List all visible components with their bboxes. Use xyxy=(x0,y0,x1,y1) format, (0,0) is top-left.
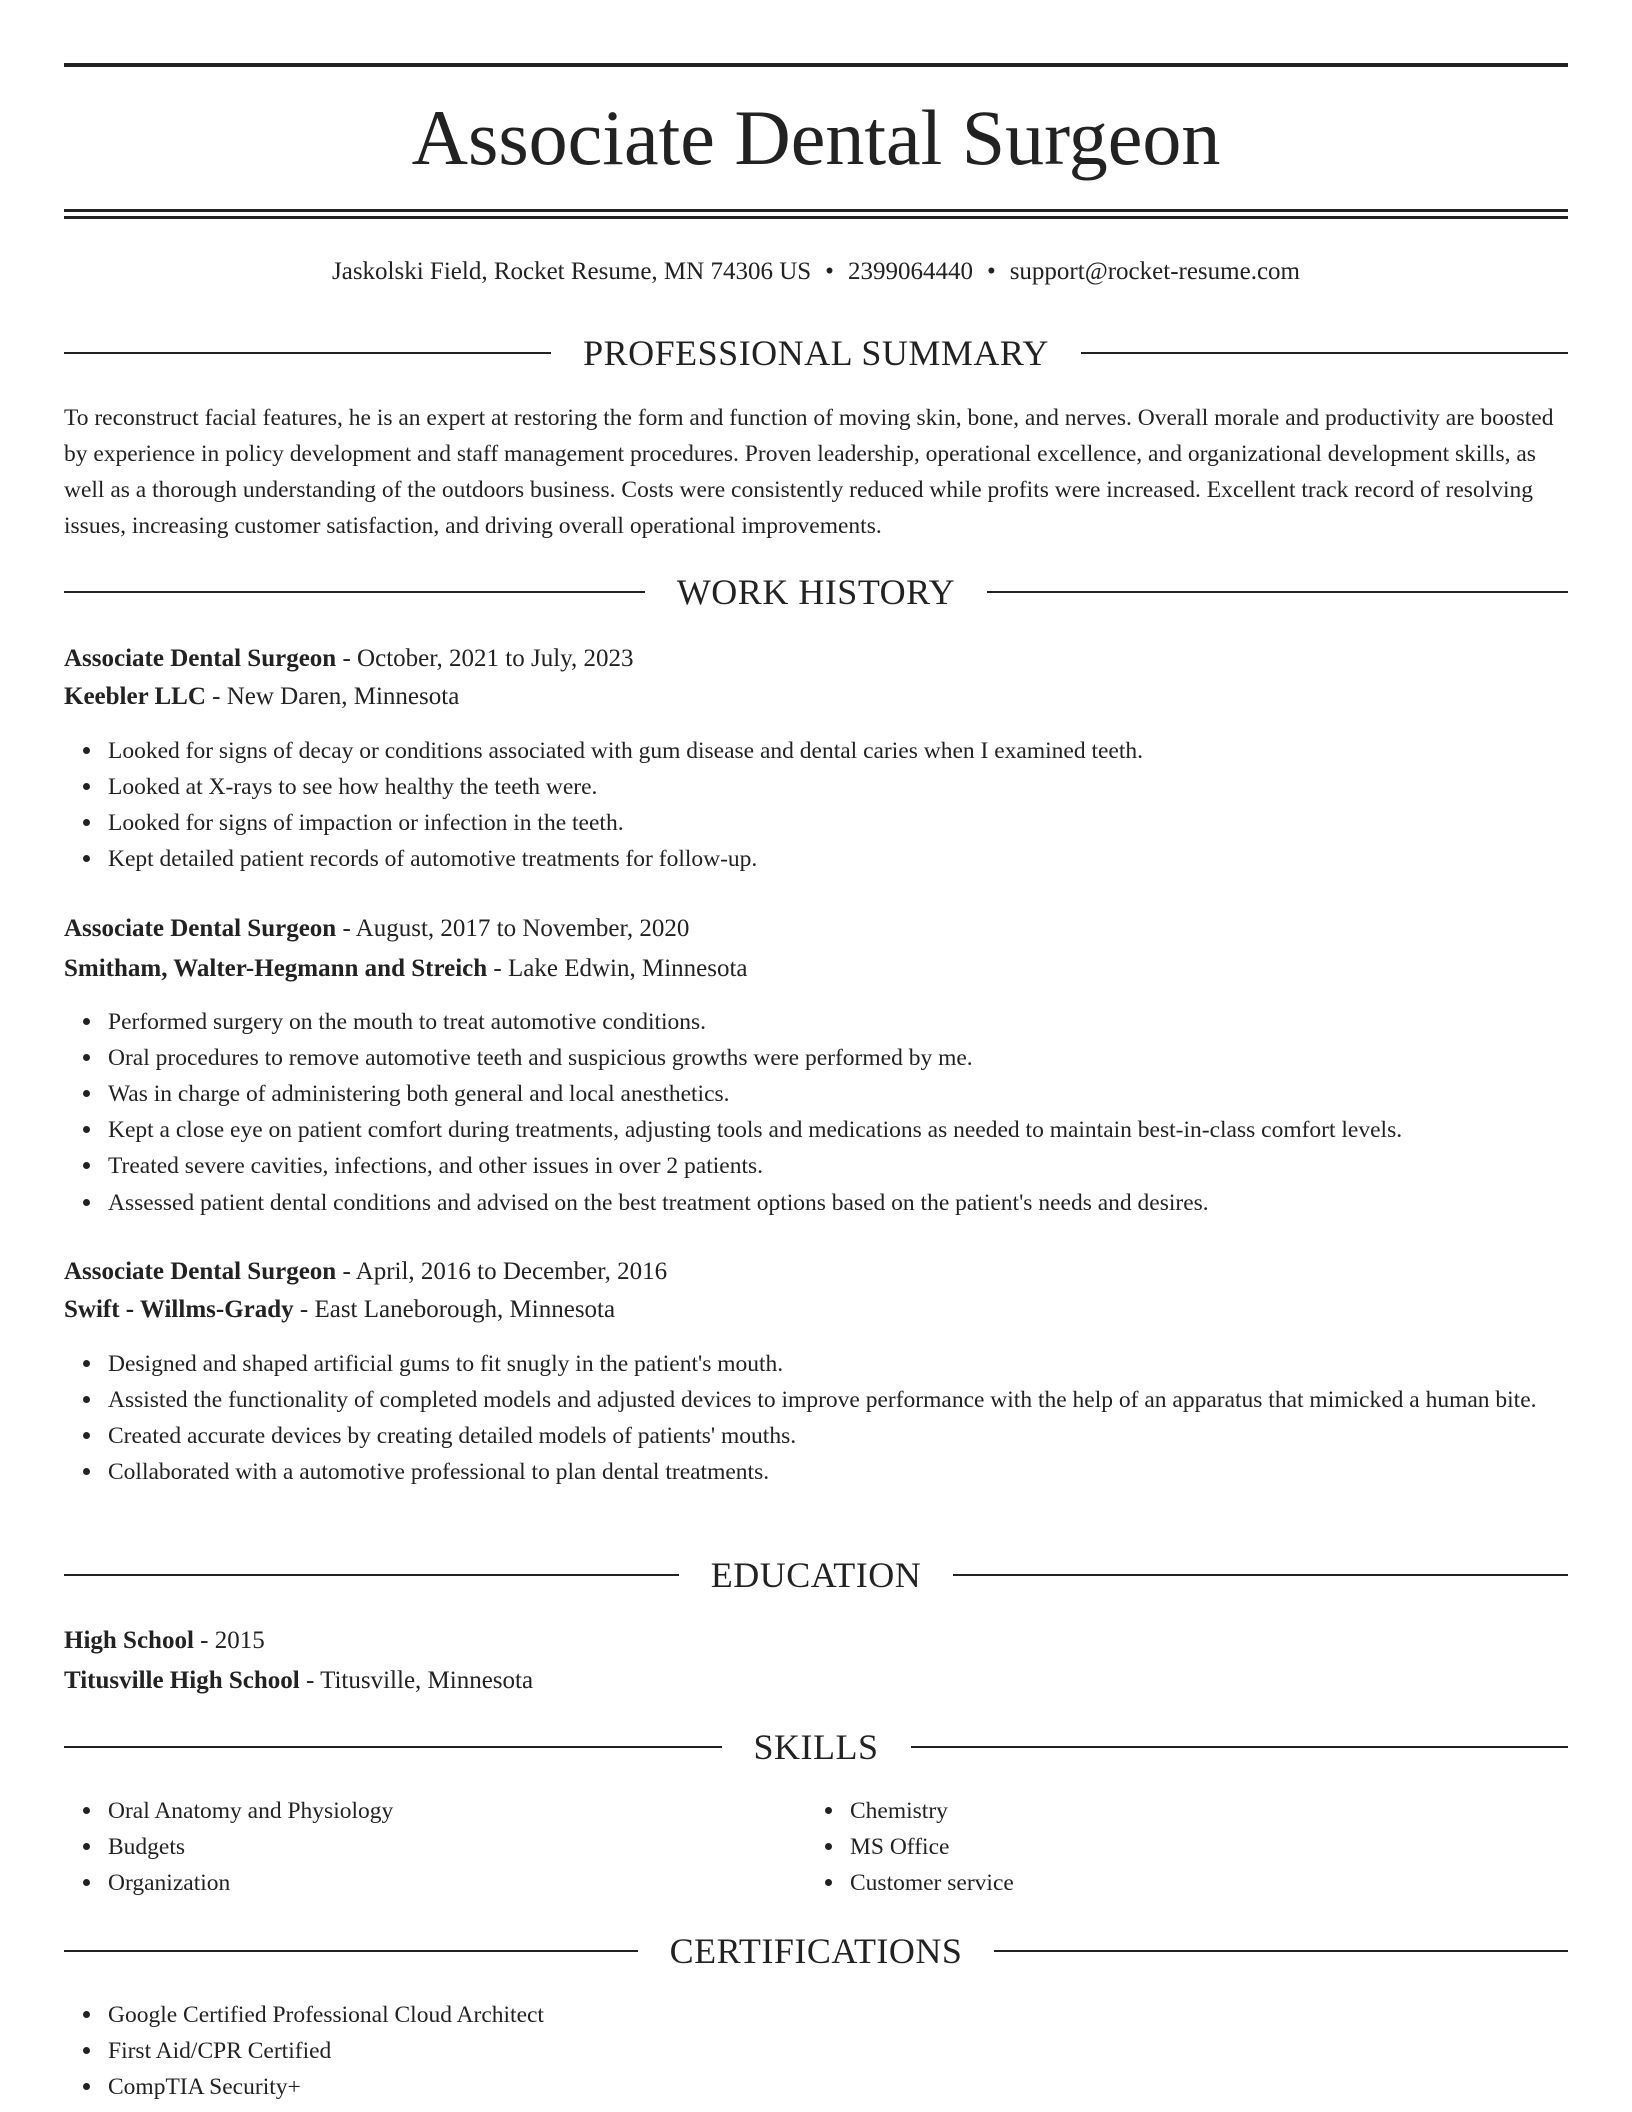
skills-list-right xyxy=(806,1793,1550,1901)
divider xyxy=(64,352,551,354)
section-heading-summary xyxy=(64,331,1568,375)
divider xyxy=(64,591,645,593)
divider xyxy=(994,1950,1568,1952)
job-bullets xyxy=(64,1346,1568,1490)
list-item: Looked for signs of decay or conditions associated with gum disease and dental caries when I examined teeth. xyxy=(108,733,1612,769)
list-item: Looked at X-rays to see how healthy the teeth were. xyxy=(108,769,1612,805)
contact-email[interactable]: support@rocket-resume.com xyxy=(1009,258,1300,285)
list-item: Performed surgery on the mouth to treat automotive conditions. xyxy=(108,1004,1612,1040)
section-heading-skills xyxy=(64,1725,1568,1769)
section-title: EDUCATION xyxy=(710,1555,922,1595)
job-title-line xyxy=(64,1253,1568,1291)
list-item: Was in charge of administering both general and local anesthetics. xyxy=(108,1076,1612,1112)
divider xyxy=(987,591,1568,593)
certifications-list xyxy=(64,1997,1612,2105)
job-company-line xyxy=(64,1291,1568,1329)
list-item: Customer service xyxy=(850,1865,1550,1901)
education-year: - 2015 xyxy=(193,1627,265,1654)
list-item: Oral procedures to remove automotive teeth and suspicious growths were performed by me. xyxy=(108,1040,1612,1076)
job-company-line xyxy=(64,950,1568,988)
section-title: WORK HISTORY xyxy=(676,572,956,612)
list-item: Assisted the functionality of completed models and adjusted devices to improve performance with the help of an apparatus that mimicked a human bite. xyxy=(108,1382,1568,1418)
list-item: Looked for signs of impaction or infection in the teeth. xyxy=(108,805,1612,841)
section-title: CERTIFICATIONS xyxy=(669,1931,963,1971)
skills-list-left xyxy=(64,1793,808,1901)
list-item: Assessed patient dental conditions and advised on the best treatment options based on the patient's needs and desires. xyxy=(108,1185,1612,1221)
job-title-line xyxy=(64,640,1568,678)
education-school: Titusville High School xyxy=(64,1667,300,1694)
divider xyxy=(64,1950,638,1952)
job-location: - Lake Edwin, Minnesota xyxy=(487,955,748,982)
list-item: Kept a close eye on patient comfort during treatments, adjusting tools and medications as needed to maintain best-in-class comfort levels. xyxy=(108,1112,1612,1148)
job-title: Associate Dental Surgeon xyxy=(64,1258,337,1285)
contact-address: Jaskolski Field, Rocket Resume, MN 74306 US xyxy=(332,258,812,285)
job-company-line xyxy=(64,678,1568,716)
divider xyxy=(64,1746,722,1748)
list-item: Treated severe cavities, infections, and other issues in over 2 patients. xyxy=(108,1148,1612,1184)
contact-phone: 2399064440 xyxy=(847,258,973,285)
section-heading-certifications xyxy=(64,1929,1568,1973)
contact-line xyxy=(64,254,1568,290)
section-title: PROFESSIONAL SUMMARY xyxy=(583,333,1049,373)
job-dates: - April, 2016 to December, 2016 xyxy=(336,1258,668,1285)
job-company: Swift - Willms-Grady xyxy=(64,1296,294,1323)
job-bullets xyxy=(64,733,1612,877)
education-degree-line xyxy=(64,1622,1568,1660)
job-location: - New Daren, Minnesota xyxy=(205,683,460,710)
list-item: Created accurate devices by creating detailed models of patients' mouths. xyxy=(108,1418,1568,1454)
job-title: Associate Dental Surgeon xyxy=(64,645,337,672)
section-heading-education xyxy=(64,1553,1568,1597)
job-bullets xyxy=(64,1004,1612,1221)
section-title: SKILLS xyxy=(753,1727,879,1767)
list-item: Chemistry xyxy=(850,1793,1550,1829)
education-degree: High School xyxy=(64,1627,194,1654)
job-company: Smitham, Walter-Hegmann and Streich xyxy=(64,955,488,982)
list-item: Organization xyxy=(108,1865,808,1901)
list-item: CompTIA Security+ xyxy=(108,2069,1612,2105)
job-dates: - August, 2017 to November, 2020 xyxy=(336,915,690,942)
list-item: Designed and shaped artificial gums to fit snugly in the patient's mouth. xyxy=(108,1346,1568,1382)
contact-separator: • xyxy=(986,258,996,285)
job-title: Associate Dental Surgeon xyxy=(64,915,337,942)
divider xyxy=(1081,352,1568,354)
list-item: Oral Anatomy and Physiology xyxy=(108,1793,808,1829)
header-bottom-rule xyxy=(64,209,1568,212)
list-item: Google Certified Professional Cloud Architect xyxy=(108,1997,1612,2033)
list-item: Budgets xyxy=(108,1829,808,1865)
resume-title: Associate Dental Surgeon xyxy=(411,94,1221,181)
divider xyxy=(953,1574,1568,1576)
section-heading-work-history xyxy=(64,570,1568,614)
list-item: Collaborated with a automotive professional to plan dental treatments. xyxy=(108,1454,1568,1490)
job-location: - East Laneborough, Minnesota xyxy=(293,1296,616,1323)
education-location: - Titusville, Minnesota xyxy=(299,1667,534,1694)
job-title-line xyxy=(64,910,1568,948)
divider xyxy=(64,1574,679,1576)
header-top-rule xyxy=(64,63,1568,67)
divider xyxy=(911,1746,1569,1748)
education-school-line xyxy=(64,1662,1568,1700)
job-company: Keebler LLC xyxy=(64,683,206,710)
contact-separator: • xyxy=(825,258,834,285)
list-item: First Aid/CPR Certified xyxy=(108,2033,1612,2069)
list-item: Kept detailed patient records of automotive treatments for follow-up. xyxy=(108,841,1612,877)
summary-text: To reconstruct facial features, he is an expert at restoring the form and function of moving skin, bone, and nerves. Overall morale and productivity are boosted by experience in policy development and staff management procedures. Proven leadership, operational excellence, and organizational development skills, as well as a thorough understanding of the outdoors business. Costs were consistently reduced while profits were increased. Excellent track record of resolving issues, increasing customer satisfaction, and driving overall operational improvements. xyxy=(64,405,1554,539)
header-bottom-rule-second xyxy=(64,216,1568,219)
list-item: MS Office xyxy=(850,1829,1550,1865)
job-dates: - October, 2021 to July, 2023 xyxy=(336,645,634,672)
